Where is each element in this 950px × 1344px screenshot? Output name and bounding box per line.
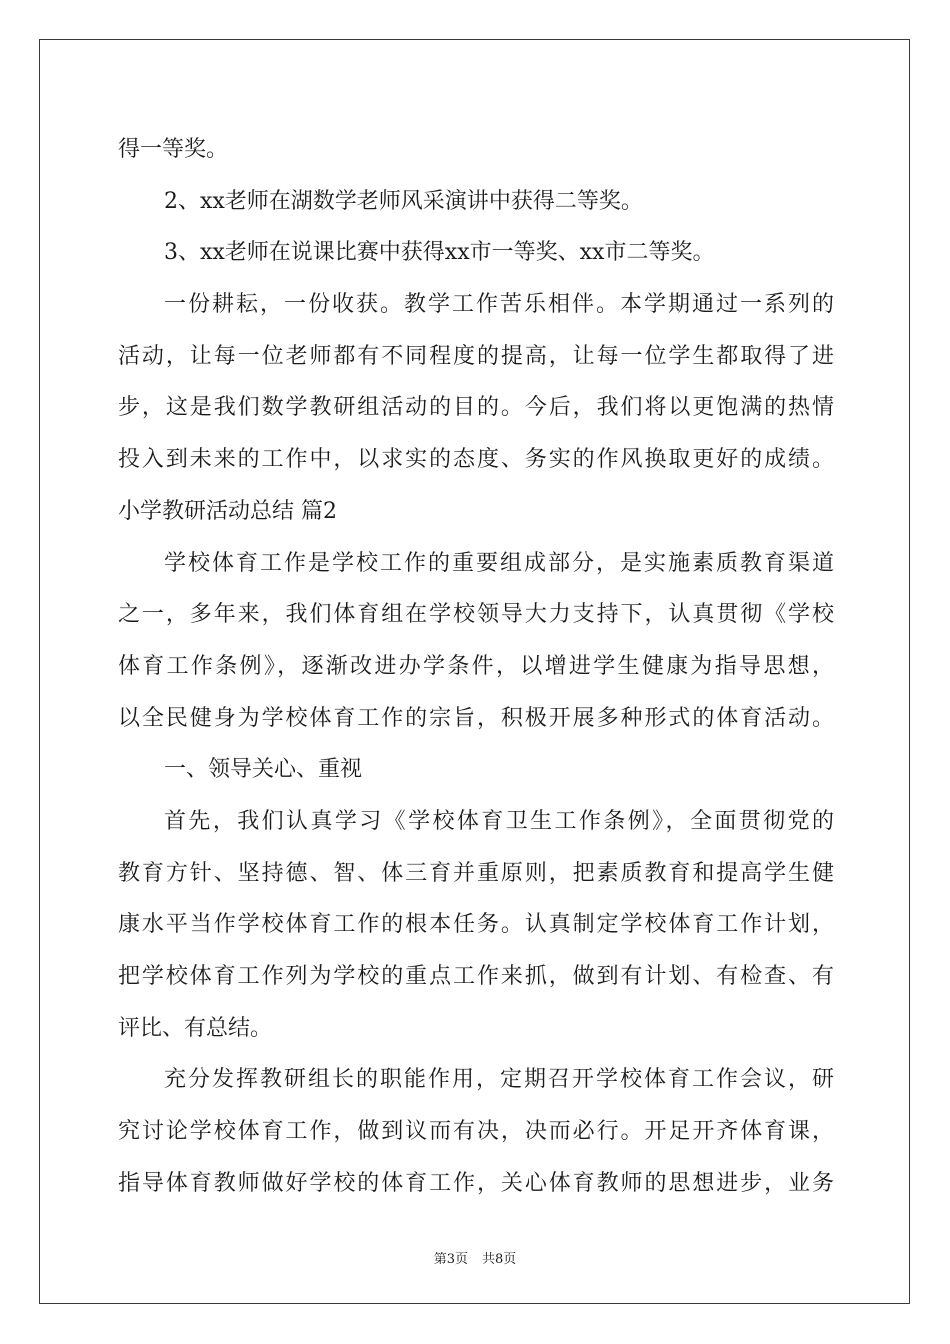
page-footer xyxy=(0,1248,950,1267)
text-line: 一份耕耘，一份收获。教学工作苦乐相伴。本学期通过一系列的 xyxy=(164,292,834,318)
text-line: 学校体育工作是学校工作的重要组成部分，是实施素质教育渠道 xyxy=(164,550,834,576)
document-body xyxy=(118,124,834,1209)
page-number: 第3页 xyxy=(433,1252,468,1267)
text-line: 体育工作条例》，逐渐改进办学条件，以增进学生健康为指导思想， xyxy=(118,653,834,679)
text-line: 活动，让每一位老师都有不同程度的提高，让每一位学生都取得了进 xyxy=(118,343,834,369)
section-heading: 小学教研活动总结 篇2 xyxy=(118,498,337,524)
text-line: 究讨论学校体育工作，做到议而有决，决而必行。开足开齐体育课， xyxy=(118,1119,834,1145)
page-total: 共8页 xyxy=(482,1252,517,1267)
text-line: 康水平当作学校体育工作的根本任务。认真制定学校体育工作计划， xyxy=(118,912,834,938)
text-line: 首先，我们认真学习《学校体育卫生工作条例》，全面贯彻党的 xyxy=(164,808,834,834)
text-line: 充分发挥教研组长的职能作用，定期召开学校体育工作会议，研 xyxy=(164,1067,834,1093)
text-line: 投入到未来的工作中，以求实的态度、务实的作风换取更好的成绩。 xyxy=(118,447,834,473)
text-line: 教育方针、坚持德、智、体三育并重原则，把素质教育和提高学生健 xyxy=(118,860,834,886)
text-line: 得一等奖。 xyxy=(118,137,229,162)
text-line: 指导体育教师做好学校的体育工作，关心体育教师的思想进步，业务 xyxy=(118,1170,834,1196)
text-line: 步，这是我们数学教研组活动的目的。今后，我们将以更饱满的热情 xyxy=(118,395,834,421)
text-line: 之一，多年来，我们体育组在学校领导大力支持下，认真贯彻《学校 xyxy=(118,602,834,628)
text-line: 把学校体育工作列为学校的重点工作来抓，做到有计划、有检查、有 xyxy=(118,964,834,989)
text-line: 3、xx老师在说课比赛中获得xx市一等奖、xx市二等奖。 xyxy=(164,240,715,266)
subsection-heading: 一、领导关心、重视 xyxy=(164,757,363,783)
text-line: 以全民健身为学校体育工作的宗旨，积极开展多种形式的体育活动。 xyxy=(118,705,834,731)
text-line: 2、xx老师在湖数学老师风采演讲中获得二等奖。 xyxy=(164,188,643,214)
text-line: 评比、有总结。 xyxy=(118,1015,273,1041)
